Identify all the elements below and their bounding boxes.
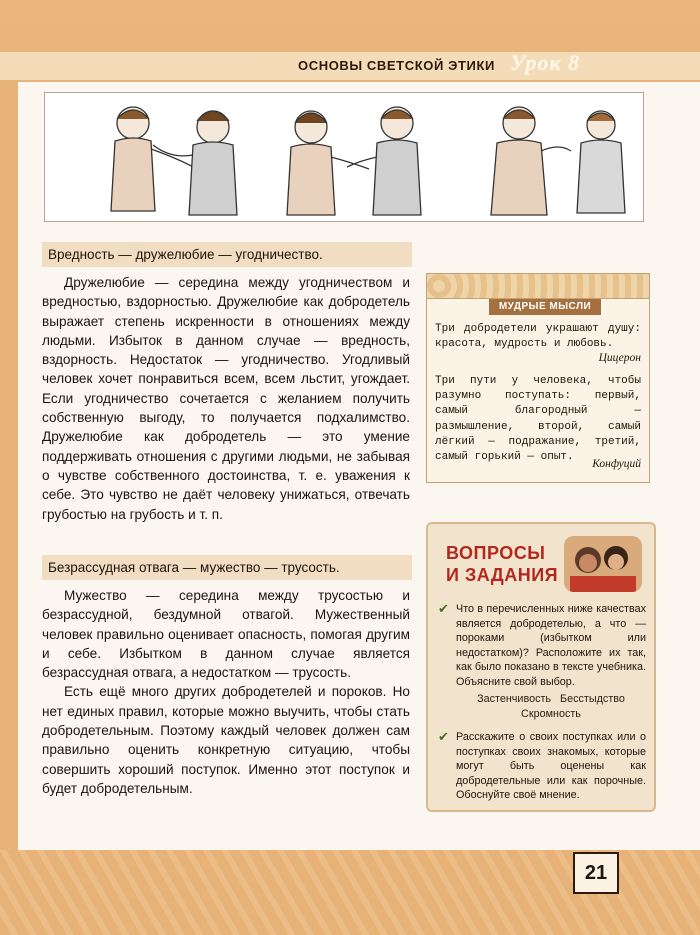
paragraph-other-virtues: Есть ещё много других добродетелей и пороков. Но нет единых правил, которые можно выучить, чтобы стать добродетельным. Поэтому каждый человек должен сам правильно оценить конкретную ситуацию, чтобы совершить хороший поступок. Именно этот поступок и будет добродетельным. xyxy=(42,684,410,796)
virtues-line1: Застенчивость Бесстыдство xyxy=(477,693,625,705)
page-number: 21 xyxy=(573,852,619,894)
section-heading-courage: Безрассудная отвага — мужество — трусость. xyxy=(42,555,412,580)
quotes-ornament xyxy=(427,274,649,299)
boys-drawing xyxy=(45,93,643,221)
questions-title-line2: И ЗАДАНИЯ xyxy=(446,565,559,585)
children-photo-drawing xyxy=(564,536,642,592)
quote-confucius-text: Три пути у человека, чтобы разумно поступать: первый, самый благородный — размышление, второй, самый лёгкий — подражание, третий, самый горький — опыт. xyxy=(435,375,641,464)
quote-cicero-text: Три добродетели украшают душу: красота, мудрость и любовь. xyxy=(435,323,641,351)
virtues-line2: Скромность xyxy=(521,708,581,720)
checkmark-icon: ✔ xyxy=(438,602,449,617)
questions-title-line1: ВОПРОСЫ xyxy=(446,543,546,563)
illustration-boys xyxy=(44,92,644,222)
header-subject: ОСНОВЫ СВЕТСКОЙ ЭТИКИ xyxy=(298,58,495,73)
question-1: Что в перечисленных ниже качествах является добродетелью, а что — пороками (избытком или недостатком)? Расположите их так, как было показано в тексте учебника. Объясните свой выбор. xyxy=(456,603,646,688)
section-heading-friendliness: Вредность — дружелюбие — угодничество. xyxy=(42,242,412,267)
quotes-title: МУДРЫЕ МЫСЛИ xyxy=(489,299,601,315)
quote-cicero-author: Цицерон xyxy=(598,352,641,364)
wise-thoughts-box xyxy=(426,273,650,483)
section-text-friendliness xyxy=(42,273,410,524)
children-reading-photo xyxy=(564,536,642,592)
questions-title xyxy=(446,542,558,586)
question-2: Расскажите о своих поступках или о поступках своих знакомых, которые могут быть оценены как добродетельные или как порочные. Обоснуйте своё мнение. xyxy=(456,731,646,802)
checkmark-icon: ✔ xyxy=(438,730,449,745)
quote-confucius-author: Конфуций xyxy=(592,458,641,470)
header-lesson: Урок 8 xyxy=(510,50,581,75)
paragraph-courage: Мужество — середина между трусостью и безрассудной, бездумной отвагой. Мужественный человек правильно оценивает опасность, помогая другим и себе. Избытком в данном случае является безрассудная отвага, а недостатком — трусость. xyxy=(42,588,410,681)
section-text-courage xyxy=(42,586,410,798)
questions-box xyxy=(426,522,656,812)
virtues-list xyxy=(456,692,646,722)
paragraph-friendliness: Дружелюбие — середина между угодничеством и вредностью, вздорностью. Дружелюбие как добродетель выражает степень искренности в отношениях между людьми. Избыток в данном случае — вредность, вздорность. Недостаток — угодничество. Угодливый человек хочет понравиться всем, всем льстит, угождает. Если угодничество сочетается с желанием получить собственную выгоду, то получается подхалимство. Дружелюбие как добродетель — это умение поддерживать отношения с другими людьми, не забывая о чувстве собственного достоинства, т. е. уважения к себе. Это чувство не даёт человеку унижаться, отвечать грубостью на грубость и т. п. xyxy=(42,275,410,522)
